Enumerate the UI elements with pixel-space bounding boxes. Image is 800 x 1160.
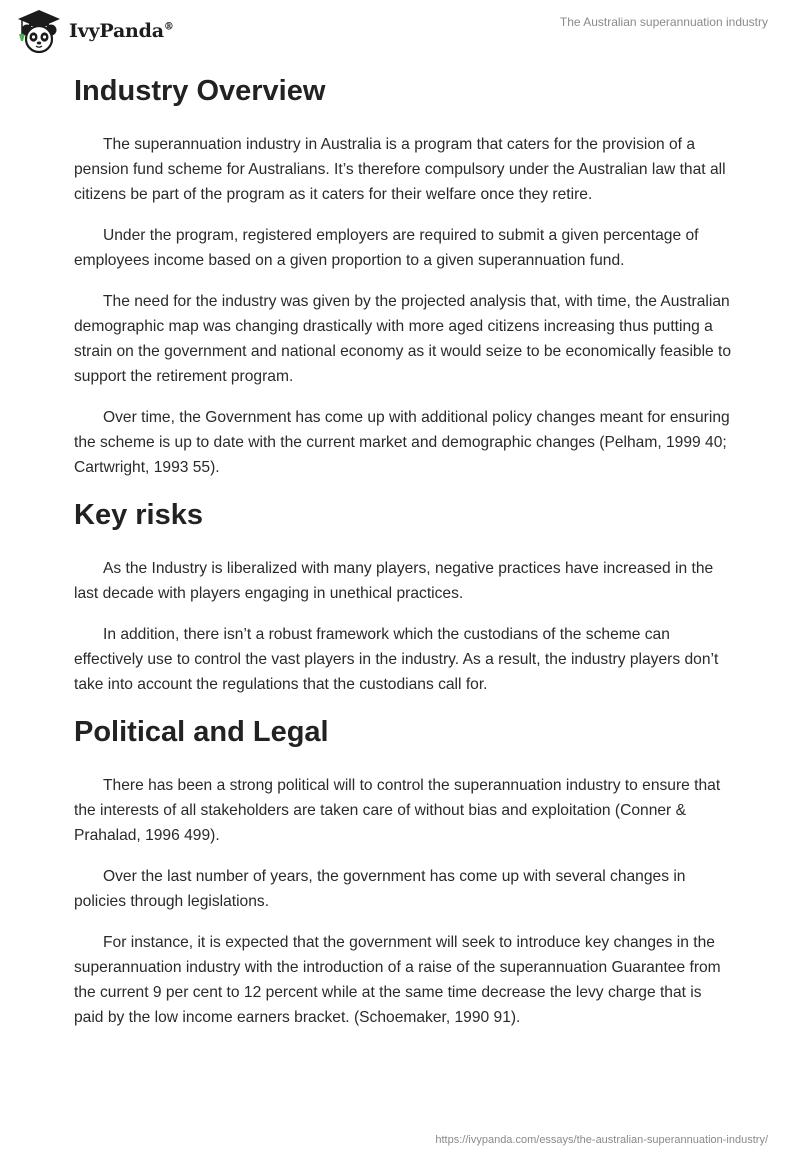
document-title: The Australian superannuation industry (559, 15, 768, 29)
paragraph: There has been a strong political will to control the superannuation industry to ensure that the interests of all stakeholders are taken care of without bias and exploitation (Conner & Prahalad, 1996 499). (74, 777, 721, 844)
section-industry-overview (74, 72, 734, 480)
paragraph: Over the last number of years, the government has come up with several changes in policies through legislations. (74, 868, 686, 910)
paragraph: For instance, it is expected that the government will seek to introduce key changes in the superannuation industry with the introduction of a raise of the superannuation Guarantee from the current 9 per cent to 12 percent while at the same time decrease the levy charge that is paid by the low income earners bracket. (Schoemaker, 1990 91). (74, 934, 721, 1026)
panda-graduate-icon (14, 8, 64, 54)
paragraph: As the Industry is liberalized with many players, negative practices have increased in the last decade with players engaging in unethical practices. (74, 560, 714, 602)
page-header (0, 0, 800, 60)
paragraph: In addition, there isn’t a robust framework which the custodians of the scheme can effectively use to control the vast players in the industry. As a result, the industry players don’t take into account the regulations that the custodians call for. (74, 626, 719, 693)
section-heading: Political and Legal (74, 716, 329, 748)
section-heading: Industry Overview (74, 75, 326, 107)
essay-content (74, 72, 734, 1046)
source-url-link[interactable]: https://ivypanda.com/essays/the-australian-superannuation-industry/ (435, 1134, 768, 1146)
paragraph: Over time, the Government has come up with additional policy changes meant for ensuring the scheme is up to date with the current market and demographic changes (Pelham, 1999 40; Cartwright, 1993 55). (74, 409, 730, 476)
section-key-risks (74, 496, 734, 697)
paragraph: The need for the industry was given by the projected analysis that, with time, the Australian demographic map was changing drastically with more aged citizens increasing thus putting a strain on the government and national economy as it would seize to be economically feasible to support the retirement program. (74, 293, 732, 385)
paragraph: Under the program, registered employers are required to submit a given percentage of employees income based on a given proportion to a given superannuation fund. (74, 227, 699, 269)
section-heading: Key risks (74, 499, 203, 531)
paragraph: The superannuation industry in Australia is a program that caters for the provision of a pension fund scheme for Australians. It’s therefore compulsory under the Australian law that all citizens be part of the program as it caters for their welfare once they retire. (74, 136, 726, 203)
brand-logo[interactable] (14, 8, 174, 54)
section-political-and-legal (74, 713, 734, 1030)
brand-name: IvyPanda® (69, 20, 174, 42)
